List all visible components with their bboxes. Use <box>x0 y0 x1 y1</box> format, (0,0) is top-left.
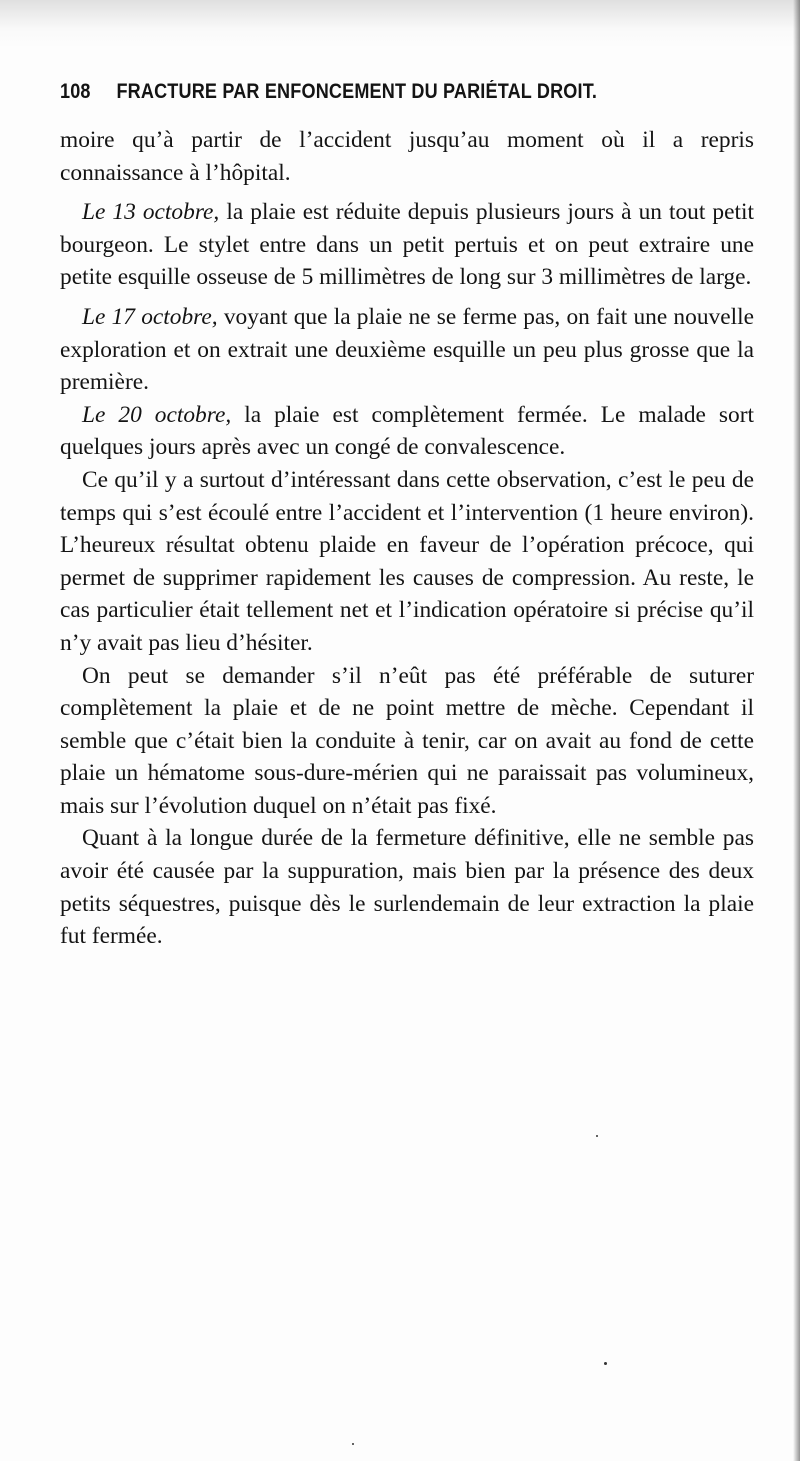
paragraph-text: Quant à la longue durée de la fermeture définitive, elle ne semble pas avoir été causée par la suppuration, mais bien par la présence des deux petits séquestres, puisque dès le surlendemain de leur extraction la plaie fut fermée. <box>60 825 754 950</box>
running-title: FRACTURE PAR ENFONCEMENT DU PARIÉTAL DROIT. <box>116 80 598 103</box>
scan-speck <box>604 1362 607 1365</box>
body-text <box>60 124 754 953</box>
paragraph-text: On peut se demander s’il n’eût pas été préférable de suturer complètement la plaie et de ne point mettre de mèche. Cependant il semble que c’était bien la conduite à tenir, car on avait au fond de cette plaie un hématome sous-dure-mérien qui ne paraissait pas volumineux, mais sur l’évolution duquel on n’était pas fixé. <box>60 662 754 819</box>
page-edge-shadow <box>793 0 800 1461</box>
scan-speck <box>352 1443 354 1445</box>
paragraph-text: la plaie est réduite depuis plusieurs jours à un tout petit bourgeon. Le stylet entre dans un petit pertuis et on peut extraire une petite esquille osseuse de 5 millimètres de long sur 3 millimètres de large. <box>60 199 754 291</box>
entry-date: Le 20 octobre, <box>82 401 232 428</box>
paragraph-text: voyant que la plaie ne se ferme pas, on fait une nouvelle exploration et on extrait une deuxième esquille un peu plus grosse que la première. <box>60 303 754 396</box>
scan-speck <box>596 1135 598 1137</box>
scan-smudge <box>0 0 800 48</box>
paragraph-entry-13-octobre <box>60 196 754 294</box>
paragraph-continuation <box>60 124 754 189</box>
entry-date: Le 13 octobre, <box>82 199 220 226</box>
paragraph-discussion <box>60 464 754 660</box>
paragraph-text: la plaie est complètement fermée. Le malade sort quelques jours après avec un congé de convalescence. <box>60 401 754 461</box>
paragraph-entry-20-octobre <box>60 399 754 464</box>
page-number: 108 <box>60 80 91 103</box>
paragraph-suture <box>60 660 754 823</box>
paragraph-text: moire qu’à partir de l’accident jusqu’au moment où il a repris connaissance à l’hôpital. <box>60 127 754 186</box>
paragraph-entry-17-octobre <box>60 301 754 399</box>
entry-date: Le 17 octobre, <box>82 303 218 330</box>
paragraph-conclusion <box>60 822 754 952</box>
running-header <box>60 80 657 116</box>
paragraph-text: Ce qu’il y a surtout d’intéressant dans cette observation, c’est le peu de temps qui s’est écoulé entre l’accident et l’intervention (1 heure environ). L’heureux résultat obtenu plaide en faveur de l’opération précoce, qui permet de supprimer rapidement les causes de compression. Au reste, le cas particulier était tellement net et l’indication opératoire si précise qu’il n’y avait pas lieu d’hésiter. <box>60 466 754 656</box>
